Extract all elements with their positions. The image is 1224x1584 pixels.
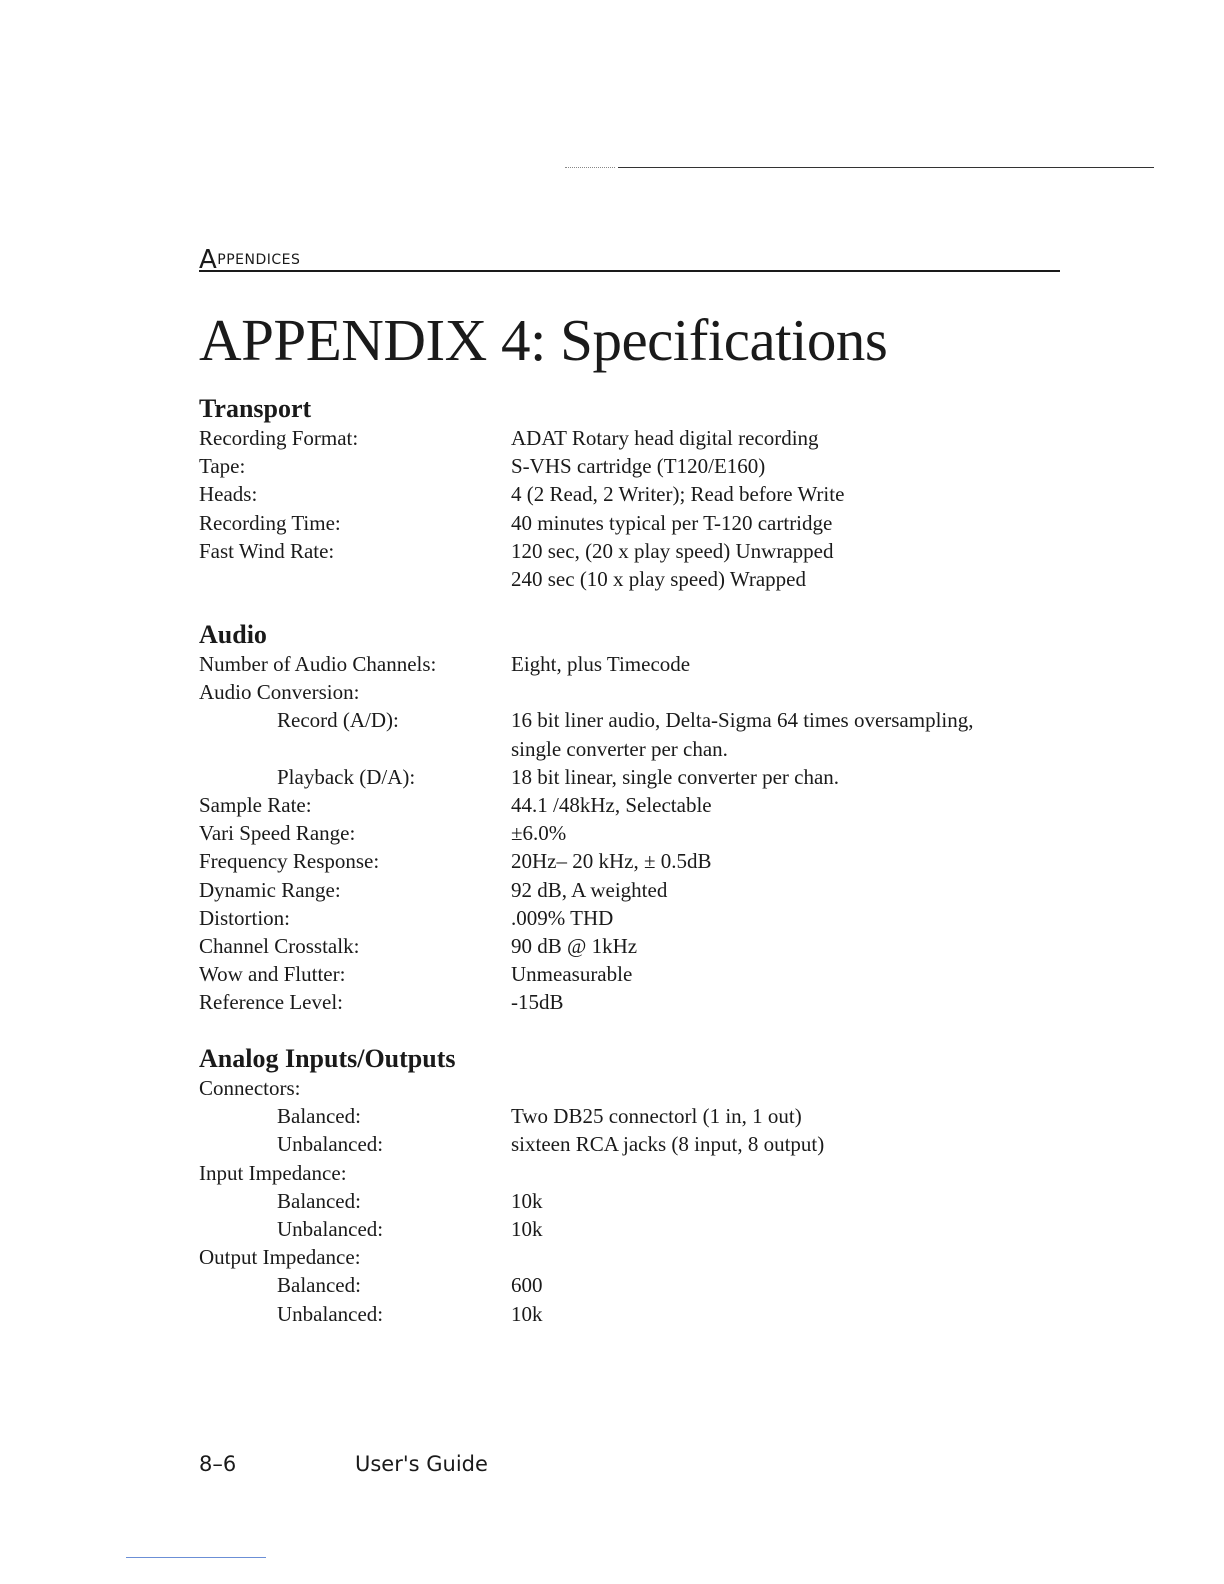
spec-label: Number of Audio Channels: — [199, 652, 437, 676]
spec-row — [199, 960, 1079, 988]
spec-label: Vari Speed Range: — [199, 821, 356, 846]
spec-value: 10k — [511, 1188, 543, 1213]
header-rule — [199, 270, 1060, 272]
spec-row — [199, 1102, 1079, 1130]
page-number: 8–6 — [199, 1452, 237, 1476]
spec-value: 10k — [511, 1216, 543, 1241]
spec-label: Unbalanced: — [277, 1132, 384, 1157]
spec-row — [199, 706, 1079, 762]
spec-value: Unmeasurable — [511, 962, 633, 987]
top-rule — [618, 167, 1154, 168]
section-transport — [199, 394, 1079, 593]
spec-row — [199, 1300, 1079, 1328]
spec-label: Channel Crosstalk: — [199, 934, 360, 959]
spec-label: Sample Rate: — [199, 793, 312, 817]
spec-row — [199, 904, 1079, 932]
spec-label: Dynamic Range: — [199, 877, 341, 902]
top-dotted-rule — [565, 167, 615, 168]
spec-row — [199, 1215, 1079, 1243]
spec-value: Eight, plus Timecode — [511, 652, 691, 676]
running-header-cap: A — [199, 245, 218, 275]
spec-row — [199, 480, 1079, 508]
spec-label: Fast Wind Rate: — [199, 538, 335, 563]
spec-row — [199, 537, 1079, 565]
spec-value: ±6.0% — [511, 821, 567, 846]
spec-row — [199, 763, 1079, 791]
footer-guide-title: User's Guide — [355, 1452, 488, 1476]
spec-row — [199, 678, 1079, 706]
spec-row — [199, 988, 1079, 1016]
spec-row — [199, 847, 1079, 875]
spec-value: Two DB25 connectorl (1 in, 1 out) — [511, 1104, 802, 1129]
spec-row — [199, 819, 1079, 847]
spec-label: Tape: — [199, 454, 246, 479]
spec-value: 4 (2 Read, 2 Writer); Read before Write — [511, 482, 845, 507]
spec-value: 240 sec (10 x play speed) Wrapped — [511, 567, 807, 592]
spec-label: Recording Format: — [199, 426, 359, 450]
running-header-rest: PPENDICES — [217, 252, 301, 268]
spec-value: 44.1 /48kHz, Selectable — [511, 793, 712, 817]
spec-label: Record (A/D): — [277, 708, 399, 733]
spec-value: sixteen RCA jacks (8 input, 8 output) — [511, 1132, 825, 1157]
spec-label: Recording Time: — [199, 510, 341, 535]
spec-value: 40 minutes typical per T-120 cartridge — [511, 510, 833, 535]
spec-row — [199, 509, 1079, 537]
spec-row — [199, 1130, 1079, 1158]
spec-row — [199, 650, 1079, 678]
section-title-transport: Transport — [199, 394, 312, 423]
spec-row — [199, 791, 1079, 819]
spec-value: 18 bit linear, single converter per chan. — [511, 764, 840, 789]
spec-row — [199, 1271, 1079, 1299]
spec-label: Unbalanced: — [277, 1301, 384, 1326]
spec-label: Unbalanced: — [277, 1216, 384, 1241]
page-title: APPENDIX 4: Specifications — [199, 307, 888, 373]
spec-value: .009% THD — [511, 905, 614, 930]
running-header — [199, 241, 301, 275]
spec-label: Output Impedance: — [199, 1245, 361, 1270]
spec-row — [199, 876, 1079, 904]
spec-value: 10k — [511, 1301, 543, 1326]
spec-value: 600 — [511, 1273, 543, 1298]
spec-row — [199, 1159, 1079, 1187]
spec-value: 90 dB @ 1kHz — [511, 934, 638, 959]
spec-label: Distortion: — [199, 905, 291, 930]
spec-row — [199, 1074, 1079, 1102]
spec-label: Wow and Flutter: — [199, 962, 346, 987]
spec-value: -15dB — [511, 990, 564, 1015]
spec-value: S-VHS cartridge (T120/E160) — [511, 454, 766, 479]
spec-value: 120 sec, (20 x play speed) Unwrapped — [511, 538, 834, 563]
spec-row — [199, 932, 1079, 960]
spec-value: 16 bit liner audio, Delta-Sigma 64 times oversampling, single converter per chan. — [511, 708, 974, 761]
section-audio — [199, 620, 1079, 1017]
spec-label: Balanced: — [277, 1188, 361, 1213]
section-title-analog-io: Analog Inputs/Outputs — [199, 1044, 456, 1073]
spec-label: Heads: — [199, 482, 258, 507]
spec-label: Reference Level: — [199, 990, 343, 1015]
spec-value: ADAT Rotary head digital recording — [511, 426, 819, 450]
spec-label: Playback (D/A): — [277, 764, 416, 789]
spec-label: Balanced: — [277, 1273, 361, 1298]
spec-row — [199, 452, 1079, 480]
spec-row — [199, 1243, 1079, 1271]
spec-value: 20Hz– 20 kHz, ± 0.5dB — [511, 849, 712, 874]
spec-label: Balanced: — [277, 1104, 361, 1129]
spec-value: 92 dB, A weighted — [511, 877, 668, 902]
page-footer — [199, 1452, 488, 1476]
bottom-link-underline — [126, 1557, 266, 1558]
spec-row — [199, 565, 1079, 593]
spec-label: Frequency Response: — [199, 849, 380, 874]
spec-label: Audio Conversion: — [199, 680, 360, 705]
spec-row — [199, 424, 1079, 452]
section-analog-io — [199, 1044, 1079, 1328]
spec-label: Connectors: — [199, 1076, 301, 1100]
spec-row — [199, 1187, 1079, 1215]
section-title-audio: Audio — [199, 620, 267, 649]
spec-label: Input Impedance: — [199, 1160, 347, 1185]
